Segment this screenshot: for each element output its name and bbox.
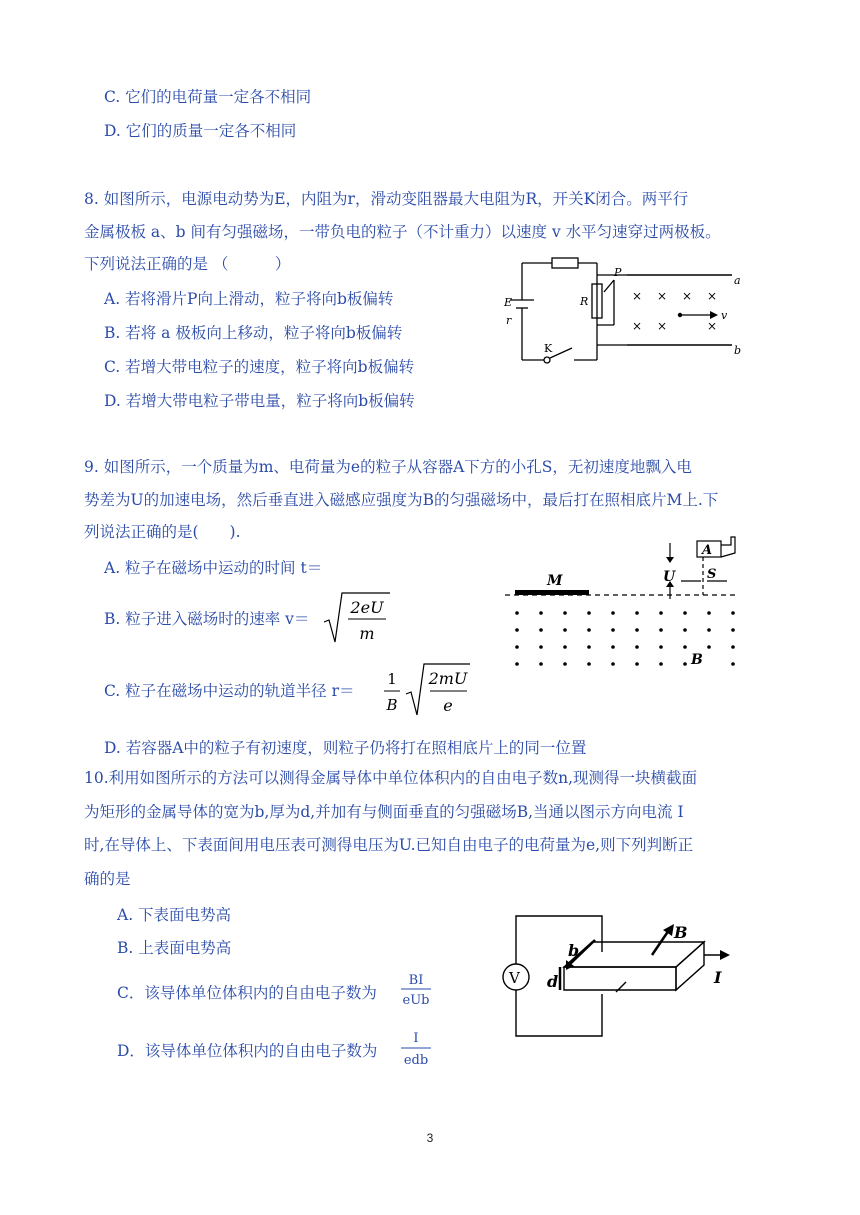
q9-option-c: C. 粒子在磁场中运动的轨道半径 r＝ <box>104 682 355 700</box>
field-dot <box>563 628 567 632</box>
q10-stem-line-2: 为矩形的金属导体的宽为b,厚为d,并加有与侧面垂直的匀强磁场B,当通以图示方向电流 I <box>84 803 684 821</box>
q9-label-M: M <box>547 573 563 589</box>
q8-label-b: b <box>734 344 742 357</box>
field-dot <box>659 628 663 632</box>
page-number: 3 <box>426 1131 434 1145</box>
q7-option-d: D. 它们的质量一定各不相同 <box>104 122 297 140</box>
q8-field-mark: × <box>706 319 718 333</box>
q9-option-b-sqrt <box>322 590 392 646</box>
field-dot <box>611 645 615 649</box>
q8-label-P: P <box>614 266 622 279</box>
q9-c-frac-denominator: B <box>386 696 398 714</box>
q8-field-mark: × <box>631 289 643 303</box>
q8-field-mark: × <box>706 289 718 303</box>
field-dot <box>707 645 711 649</box>
field-dot <box>611 611 615 615</box>
q10-d-numerator: I <box>413 1031 419 1046</box>
q9-label-A: A <box>702 543 713 558</box>
field-dot <box>587 662 591 666</box>
field-dot <box>587 645 591 649</box>
q8-label-a: a <box>734 274 741 287</box>
field-dot <box>515 662 519 666</box>
field-dot <box>563 662 567 666</box>
field-dot <box>539 662 543 666</box>
q8-option-a: A. 若将滑片P向上滑动，粒子将向b板偏转 <box>104 290 394 308</box>
q8-option-b: B. 若将 a 极板向上移动，粒子将向b板偏转 <box>104 324 403 342</box>
q7-option-c: C. 它们的电荷量一定各不相同 <box>104 88 312 106</box>
q9-stem-line-3: 列说法正确的是( ). <box>84 523 241 541</box>
q10-hall-effect-figure <box>494 912 744 1042</box>
q8-label-K: K <box>544 342 553 355</box>
field-dot <box>515 628 519 632</box>
q8-option-d: D. 若增大带电粒子带电量，粒子将向b板偏转 <box>104 392 415 410</box>
q9-b-numerator: 2eU <box>350 598 384 617</box>
field-dot <box>635 611 639 615</box>
q9-stem-line-1: 9. 如图所示，一个质量为m、电荷量为e的粒子从容器A下方的小孔S，无初速度地飘入电 <box>84 458 692 476</box>
field-dot <box>539 611 543 615</box>
q8-label-r: r <box>506 314 512 327</box>
field-dot <box>683 645 687 649</box>
q10-option-a: A. 下表面电势高 <box>117 906 232 924</box>
field-dot <box>731 628 735 632</box>
q10-stem-line-1: 10.利用如图所示的方法可以测得金属导体中单位体积内的自由电子数n,现测得一块横截面 <box>84 769 698 787</box>
q10-c-numerator: BI <box>408 973 424 988</box>
q10-label-B: B <box>674 923 688 942</box>
q9-option-c-formula <box>380 660 472 720</box>
q9-mass-spectrometer-figure <box>505 533 745 673</box>
field-dot <box>683 662 687 666</box>
q10-option-d: D．该导体单位体积内的自由电子数为 <box>117 1042 378 1060</box>
q10-option-b: B. 上表面电势高 <box>117 939 232 957</box>
field-dot <box>611 662 615 666</box>
field-dot <box>611 628 615 632</box>
field-dot <box>539 645 543 649</box>
q10-voltmeter-label: V <box>509 969 520 987</box>
q8-field-mark: × <box>656 289 668 303</box>
q9-label-S: S <box>707 567 717 582</box>
q10-label-b: b <box>568 941 580 960</box>
field-dot <box>635 628 639 632</box>
q10-stem-line-4: 确的是 <box>84 870 131 888</box>
q8-label-E: E <box>504 296 513 309</box>
q8-label-v: v <box>721 309 728 322</box>
q10-option-c: C．该导体单位体积内的自由电子数为 <box>117 984 377 1002</box>
field-dot <box>563 645 567 649</box>
field-dot <box>731 645 735 649</box>
field-dot <box>731 662 735 666</box>
q9-option-a: A. 粒子在磁场中运动的时间 t＝ <box>104 559 323 577</box>
field-dot <box>707 628 711 632</box>
q8-field-mark: × <box>631 319 643 333</box>
field-dot <box>587 611 591 615</box>
q9-c-numerator: 2mU <box>428 669 468 688</box>
q10-label-d: d <box>547 972 559 991</box>
field-dot <box>635 662 639 666</box>
q8-circuit-figure <box>492 250 752 375</box>
q9-label-B: B <box>691 652 703 668</box>
field-dot <box>683 628 687 632</box>
field-dot <box>635 645 639 649</box>
q10-stem-line-3: 时,在导体上、下表面间用电压表可测得电压为U.已知自由电子的电荷量为e,则下列判断正 <box>84 836 694 854</box>
field-dot <box>707 611 711 615</box>
field-dot <box>515 611 519 615</box>
q10-option-c-fraction <box>399 968 435 1012</box>
field-dot <box>731 611 735 615</box>
q10-c-denominator: eUb <box>402 993 430 1008</box>
field-dot <box>587 628 591 632</box>
q8-stem-line-1: 8. 如图所示，电源电动势为E，内阻为r，滑动变阻器最大电阻为R，开关K闭合。两平行 <box>84 190 689 208</box>
q8-stem-line-2: 金属极板 a、b 间有匀强磁场，一带负电的粒子（不计重力）以速度 v 水平匀速穿过两极板。 <box>84 223 721 241</box>
field-dot <box>683 611 687 615</box>
q10-d-denominator: edb <box>403 1053 429 1068</box>
q9-option-d: D. 若容器A中的粒子有初速度，则粒子仍将打在照相底片上的同一位置 <box>104 739 587 757</box>
field-dot <box>659 662 663 666</box>
q9-label-U: U <box>663 569 676 585</box>
q9-c-denominator: e <box>443 696 453 715</box>
q10-label-I: I <box>714 968 722 987</box>
field-dot <box>563 611 567 615</box>
field-dot <box>539 628 543 632</box>
q8-field-mark: × <box>656 319 668 333</box>
q9-option-b: B. 粒子进入磁场时的速率 v＝ <box>104 610 310 628</box>
field-dot <box>659 645 663 649</box>
q8-option-c: C. 若增大带电粒子的速度，粒子将向b板偏转 <box>104 358 415 376</box>
q9-b-denominator: m <box>359 624 375 643</box>
q8-label-R: R <box>580 295 589 308</box>
q8-stem-line-3: 下列说法正确的是 （ ） <box>84 255 291 273</box>
q8-field-mark: × <box>681 289 693 303</box>
field-dot <box>515 645 519 649</box>
q9-stem-line-2: 势差为U的加速电场，然后垂直进入磁感应强度为B的匀强磁场中，最后打在照相底片M上.下 <box>84 491 719 509</box>
q9-c-frac-numerator: 1 <box>387 670 397 688</box>
field-dot <box>659 611 663 615</box>
q10-option-d-fraction <box>399 1026 435 1072</box>
